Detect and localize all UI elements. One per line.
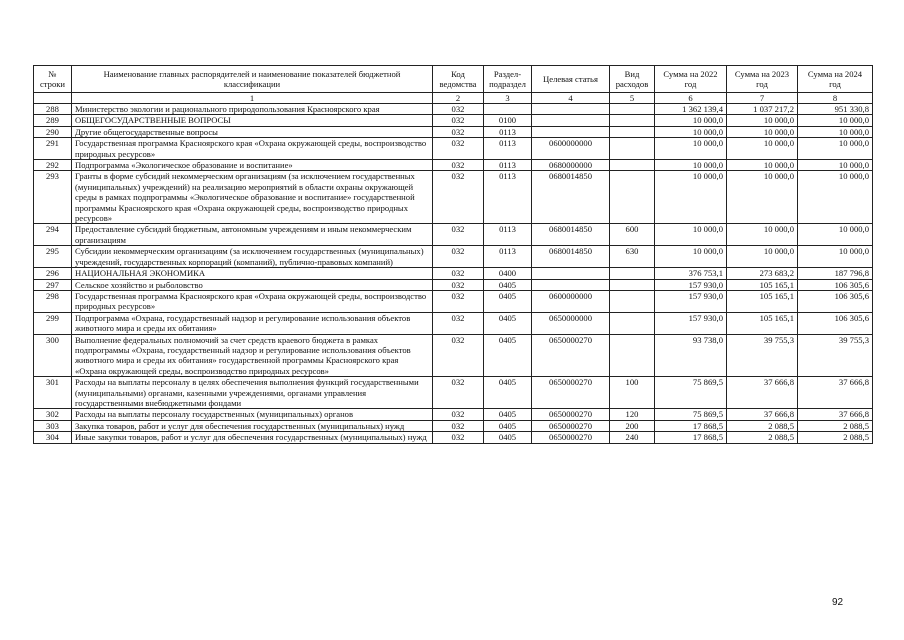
cell-sum-2024: 2 088,5 (798, 420, 873, 431)
cell-row-number: 290 (34, 126, 72, 137)
cell-row-number: 295 (34, 246, 72, 268)
column-number: 6 (655, 93, 727, 104)
cell-expense-type: 100 (610, 377, 655, 409)
cell-expense-type (610, 104, 655, 115)
column-number: 7 (727, 93, 798, 104)
cell-sum-2023: 2 088,5 (727, 420, 798, 431)
cell-name: Министерство экологии и рационального природопользования Красноярского края (72, 104, 433, 115)
cell-sum-2023: 10 000,0 (727, 224, 798, 246)
cell-sum-2024: 187 796,8 (798, 268, 873, 279)
cell-sum-2022: 75 869,5 (655, 377, 727, 409)
cell-row-number: 303 (34, 420, 72, 431)
header-dept: Код ведомства (433, 66, 484, 93)
cell-expense-type (610, 268, 655, 279)
cell-sum-2023: 1 037 217,2 (727, 104, 798, 115)
cell-dept-code: 032 (433, 279, 484, 290)
cell-row-number: 292 (34, 160, 72, 171)
column-number: 8 (798, 93, 873, 104)
column-number-row (34, 93, 873, 104)
cell-sum-2023: 105 165,1 (727, 279, 798, 290)
table-row (34, 126, 873, 137)
cell-name: Сельское хозяйство и рыболовство (72, 279, 433, 290)
cell-sum-2022: 10 000,0 (655, 246, 727, 268)
table-row (34, 160, 873, 171)
cell-dept-code: 032 (433, 246, 484, 268)
cell-sum-2023: 273 683,2 (727, 268, 798, 279)
cell-expense-type (610, 290, 655, 312)
cell-sum-2023: 10 000,0 (727, 246, 798, 268)
cell-sum-2024: 10 000,0 (798, 160, 873, 171)
cell-name: Предоставление субсидий бюджетным, автономным учреждениям и иным некоммерческим организациям (72, 224, 433, 246)
table-row (34, 224, 873, 246)
cell-name: ОБЩЕГОСУДАРСТВЕННЫЕ ВОПРОСЫ (72, 115, 433, 126)
cell-name: Другие общегосударственные вопросы (72, 126, 433, 137)
cell-target-article: 0680014850 (532, 224, 610, 246)
cell-dept-code: 032 (433, 224, 484, 246)
cell-section-code: 0405 (484, 279, 532, 290)
table-row (34, 409, 873, 420)
cell-section-code (484, 104, 532, 115)
cell-name: Подпрограмма «Экологическое образование и воспитание» (72, 160, 433, 171)
cell-target-article: 0680014850 (532, 171, 610, 224)
table-row (34, 171, 873, 224)
cell-name: Государственная программа Красноярского края «Охрана окружающей среды, воспроизводство природных ресурсов» (72, 138, 433, 160)
table-row (34, 312, 873, 334)
cell-sum-2024: 106 305,6 (798, 279, 873, 290)
cell-section-code: 0100 (484, 115, 532, 126)
cell-section-code: 0113 (484, 138, 532, 160)
cell-dept-code: 032 (433, 115, 484, 126)
cell-sum-2024: 37 666,8 (798, 409, 873, 420)
cell-sum-2023: 10 000,0 (727, 160, 798, 171)
cell-section-code: 0400 (484, 268, 532, 279)
header-num: № строки (34, 66, 72, 93)
cell-expense-type (610, 171, 655, 224)
table-row (34, 432, 873, 443)
cell-row-number: 289 (34, 115, 72, 126)
cell-expense-type (610, 138, 655, 160)
cell-dept-code: 032 (433, 104, 484, 115)
column-number: 4 (532, 93, 610, 104)
cell-target-article: 0680000000 (532, 160, 610, 171)
cell-sum-2024: 951 330,8 (798, 104, 873, 115)
cell-sum-2022: 376 753,1 (655, 268, 727, 279)
cell-sum-2024: 10 000,0 (798, 171, 873, 224)
cell-dept-code: 032 (433, 312, 484, 334)
cell-section-code: 0405 (484, 432, 532, 443)
cell-sum-2023: 39 755,3 (727, 334, 798, 377)
cell-name: Закупка товаров, работ и услуг для обеспечения государственных (муниципальных) нужд (72, 420, 433, 431)
cell-row-number: 304 (34, 432, 72, 443)
cell-target-article (532, 104, 610, 115)
header-sum-2022: Сумма на 2022 год (655, 66, 727, 93)
cell-sum-2024: 39 755,3 (798, 334, 873, 377)
cell-name: Подпрограмма «Охрана, государственный надзор и регулирование использования объектов животного мира и среды их обитания» (72, 312, 433, 334)
table-row (34, 138, 873, 160)
cell-sum-2024: 10 000,0 (798, 126, 873, 137)
cell-sum-2022: 10 000,0 (655, 224, 727, 246)
page-number: 92 (832, 597, 844, 608)
cell-expense-type: 200 (610, 420, 655, 431)
cell-dept-code: 032 (433, 138, 484, 160)
header-expense: Вид расходов (610, 66, 655, 93)
cell-target-article: 0650000270 (532, 409, 610, 420)
table-row (34, 104, 873, 115)
table-row (34, 290, 873, 312)
cell-name: Иные закупки товаров, работ и услуг для обеспечения государственных (муниципальных) нужд (72, 432, 433, 443)
cell-sum-2022: 1 362 139,4 (655, 104, 727, 115)
header-section: Раздел-подраздел (484, 66, 532, 93)
cell-row-number: 298 (34, 290, 72, 312)
cell-target-article: 0650000270 (532, 432, 610, 443)
cell-target-article: 0600000000 (532, 290, 610, 312)
cell-dept-code: 032 (433, 409, 484, 420)
cell-expense-type: 120 (610, 409, 655, 420)
cell-sum-2023: 105 165,1 (727, 290, 798, 312)
cell-sum-2023: 10 000,0 (727, 171, 798, 224)
cell-dept-code: 032 (433, 432, 484, 443)
cell-sum-2022: 10 000,0 (655, 160, 727, 171)
cell-section-code: 0405 (484, 334, 532, 377)
cell-dept-code: 032 (433, 171, 484, 224)
header-target: Целевая статья (532, 66, 610, 93)
cell-expense-type (610, 126, 655, 137)
cell-name: Выполнение федеральных полномочий за счет средств краевого бюджета в рамках подпрограммы «Охрана, государственный надзор и регулирование использования объектов животного мира и среды их обитания» государственной программы Красноярского края «Охрана окружающей среды, воспроизводство природных ресурсов» (72, 334, 433, 377)
cell-dept-code: 032 (433, 268, 484, 279)
cell-target-article (532, 268, 610, 279)
table-row (34, 279, 873, 290)
header-name: Наименование главных распорядителей и наименование показателей бюджетной классификации (72, 66, 433, 93)
header-row (34, 66, 873, 93)
cell-section-code: 0405 (484, 312, 532, 334)
cell-row-number: 300 (34, 334, 72, 377)
cell-sum-2022: 93 738,0 (655, 334, 727, 377)
cell-row-number: 288 (34, 104, 72, 115)
cell-row-number: 291 (34, 138, 72, 160)
cell-sum-2024: 106 305,6 (798, 290, 873, 312)
header-sum-2023: Сумма на 2023 год (727, 66, 798, 93)
cell-sum-2024: 10 000,0 (798, 115, 873, 126)
cell-sum-2023: 10 000,0 (727, 126, 798, 137)
cell-dept-code: 032 (433, 160, 484, 171)
header-sum-2024: Сумма на 2024 год (798, 66, 873, 93)
cell-dept-code: 032 (433, 334, 484, 377)
cell-section-code: 0113 (484, 246, 532, 268)
cell-sum-2023: 10 000,0 (727, 138, 798, 160)
table-row (34, 115, 873, 126)
cell-target-article: 0680014850 (532, 246, 610, 268)
cell-row-number: 293 (34, 171, 72, 224)
cell-name: Субсидии некоммерческим организациям (за исключением государственных (муниципальных) учреждений, государственных корпораций (компаний), публично-правовых компаний) (72, 246, 433, 268)
cell-name: Расходы на выплаты персоналу государственных (муниципальных) органов (72, 409, 433, 420)
cell-target-article: 0650000270 (532, 420, 610, 431)
cell-expense-type: 240 (610, 432, 655, 443)
table-row (34, 420, 873, 431)
table-body (34, 104, 873, 444)
cell-sum-2024: 2 088,5 (798, 432, 873, 443)
cell-sum-2022: 10 000,0 (655, 171, 727, 224)
cell-section-code: 0405 (484, 420, 532, 431)
cell-dept-code: 032 (433, 377, 484, 409)
cell-row-number: 294 (34, 224, 72, 246)
table-row (34, 334, 873, 377)
column-number (34, 93, 72, 104)
cell-name: Гранты в форме субсидий некоммерческим организациям (за исключением государственных (муниципальных) учреждений) на реализацию мероприятий в области охраны окружающей среды в рамках подпрограммы «Экологическое образование и воспитание» государственной программы Красноярского края «Охрана окружающей среды, воспроизводство природных ресурсов» (72, 171, 433, 224)
table-row (34, 246, 873, 268)
cell-sum-2024: 37 666,8 (798, 377, 873, 409)
column-number: 2 (433, 93, 484, 104)
cell-target-article: 0600000000 (532, 138, 610, 160)
cell-sum-2022: 157 930,0 (655, 290, 727, 312)
cell-expense-type (610, 312, 655, 334)
cell-dept-code: 032 (433, 290, 484, 312)
cell-row-number: 296 (34, 268, 72, 279)
cell-section-code: 0405 (484, 409, 532, 420)
cell-sum-2024: 10 000,0 (798, 224, 873, 246)
cell-target-article: 0650000270 (532, 377, 610, 409)
cell-name: Государственная программа Красноярского края «Охрана окружающей среды, воспроизводство природных ресурсов» (72, 290, 433, 312)
column-number: 3 (484, 93, 532, 104)
cell-expense-type (610, 279, 655, 290)
cell-row-number: 301 (34, 377, 72, 409)
cell-section-code: 0405 (484, 290, 532, 312)
cell-sum-2024: 10 000,0 (798, 246, 873, 268)
cell-sum-2023: 2 088,5 (727, 432, 798, 443)
cell-expense-type (610, 160, 655, 171)
cell-row-number: 302 (34, 409, 72, 420)
cell-sum-2023: 105 165,1 (727, 312, 798, 334)
cell-section-code: 0113 (484, 224, 532, 246)
cell-expense-type (610, 334, 655, 377)
cell-sum-2024: 10 000,0 (798, 138, 873, 160)
cell-sum-2022: 17 868,5 (655, 420, 727, 431)
cell-target-article: 0650000000 (532, 312, 610, 334)
cell-sum-2022: 157 930,0 (655, 279, 727, 290)
cell-sum-2023: 37 666,8 (727, 377, 798, 409)
cell-row-number: 299 (34, 312, 72, 334)
cell-name: НАЦИОНАЛЬНАЯ ЭКОНОМИКА (72, 268, 433, 279)
cell-expense-type (610, 115, 655, 126)
cell-sum-2023: 10 000,0 (727, 115, 798, 126)
cell-expense-type: 600 (610, 224, 655, 246)
cell-row-number: 297 (34, 279, 72, 290)
cell-target-article (532, 279, 610, 290)
cell-sum-2023: 37 666,8 (727, 409, 798, 420)
cell-sum-2022: 10 000,0 (655, 115, 727, 126)
table-row (34, 268, 873, 279)
cell-section-code: 0405 (484, 377, 532, 409)
column-number: 1 (72, 93, 433, 104)
cell-expense-type: 630 (610, 246, 655, 268)
cell-sum-2022: 75 869,5 (655, 409, 727, 420)
cell-dept-code: 032 (433, 126, 484, 137)
cell-sum-2024: 106 305,6 (798, 312, 873, 334)
cell-sum-2022: 10 000,0 (655, 126, 727, 137)
cell-target-article: 0650000270 (532, 334, 610, 377)
cell-target-article (532, 126, 610, 137)
cell-section-code: 0113 (484, 160, 532, 171)
column-number: 5 (610, 93, 655, 104)
cell-dept-code: 032 (433, 420, 484, 431)
budget-table (33, 65, 873, 444)
cell-sum-2022: 17 868,5 (655, 432, 727, 443)
cell-section-code: 0113 (484, 126, 532, 137)
table-row (34, 377, 873, 409)
cell-name: Расходы на выплаты персоналу в целях обеспечения выполнения функций государственными (муниципальными) органами, казенными учреждениями, органами управления государственными внебюджетными фондами (72, 377, 433, 409)
cell-sum-2022: 10 000,0 (655, 138, 727, 160)
cell-sum-2022: 157 930,0 (655, 312, 727, 334)
cell-target-article (532, 115, 610, 126)
cell-section-code: 0113 (484, 171, 532, 224)
